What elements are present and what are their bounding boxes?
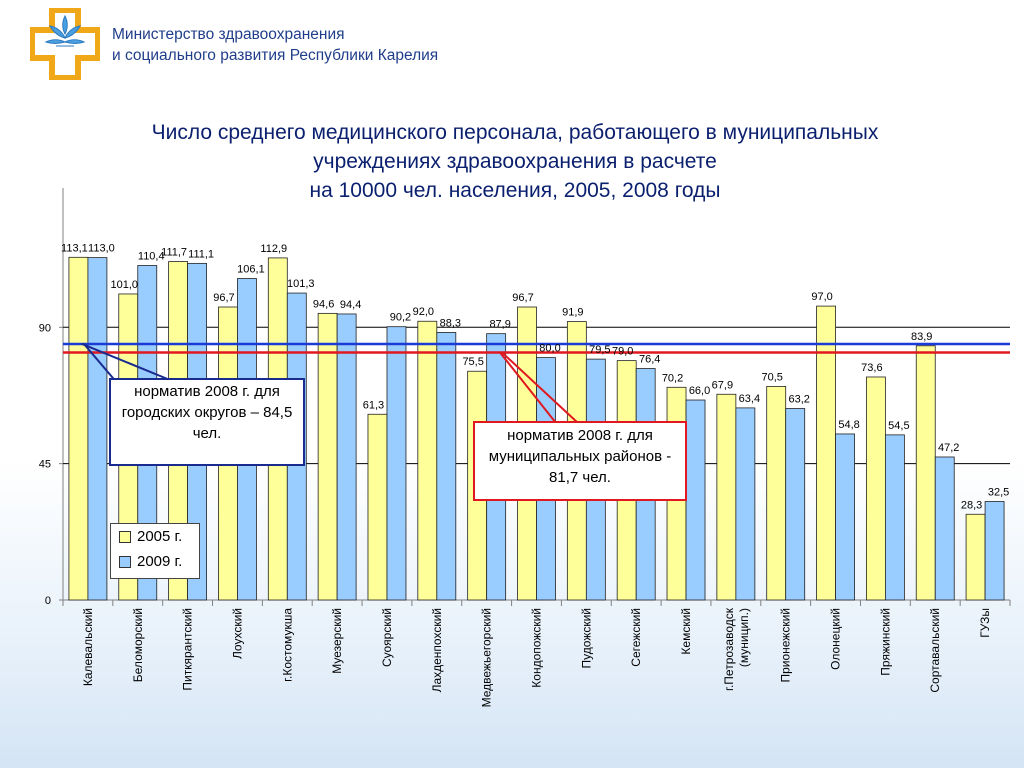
data-label-2009-9: 80,0 <box>539 342 561 355</box>
data-label-2005-9: 96,7 <box>512 291 534 304</box>
x-category-text: Кондопожский <box>529 608 544 688</box>
x-category-label-17 <box>928 608 942 693</box>
bar-2005-16 <box>866 377 885 600</box>
ministry-line-2: и социального развития Республики Карелия <box>112 47 439 64</box>
legend-swatch-2009 <box>119 556 131 568</box>
data-label-2009-4: 101,3 <box>287 278 315 291</box>
x-category-label-9 <box>530 608 544 688</box>
data-label-2009-6: 90,2 <box>389 311 412 324</box>
x-category-text: Пудожский <box>579 608 594 669</box>
x-category-label-15 <box>829 608 843 670</box>
data-label-2009-17: 47,2 <box>938 441 960 454</box>
data-label-2005-12: 70,2 <box>661 372 684 385</box>
bar-2005-17 <box>916 346 935 600</box>
data-label-2005-8: 75,5 <box>462 356 484 369</box>
x-category-label-6 <box>380 608 394 667</box>
x-category-label-13 <box>722 607 751 691</box>
x-category-text: Муезерский <box>330 608 345 674</box>
x-category-text: Олонецкий <box>828 608 843 670</box>
data-label-2005-18: 28,3 <box>960 499 983 512</box>
data-label-2009-14: 63,2 <box>788 393 810 406</box>
x-category-text: Беломорский <box>130 608 145 683</box>
data-label-2005-1: 101,0 <box>110 278 139 291</box>
x-category-text: Сортавальский <box>928 608 943 693</box>
x-category-label-1 <box>131 608 145 682</box>
data-label-2005-17: 83,9 <box>911 330 933 343</box>
legend-swatch-2005 <box>119 531 131 543</box>
legend-label-2009: 2009 г. <box>137 553 183 570</box>
data-label-2005-4: 112,9 <box>260 242 288 255</box>
bar-2009-12 <box>686 400 705 600</box>
data-label-2005-14: 70,5 <box>761 371 783 384</box>
data-label-2009-7: 88,3 <box>439 317 462 330</box>
bar-2009-13 <box>736 408 755 600</box>
data-label-2009-5: 94,4 <box>339 298 362 311</box>
x-category-label-2 <box>181 608 195 691</box>
x-category-text: Пряжинский <box>878 608 893 676</box>
data-label-2009-13: 63,4 <box>738 392 761 405</box>
legend-item-2009 <box>111 549 199 574</box>
chart-title-line-2: учреждениях здравоохранения в расчете <box>313 150 717 173</box>
x-category-text: Лахденпохский <box>429 608 444 693</box>
data-label-2005-13: 67,9 <box>711 379 734 392</box>
x-category-label-12 <box>679 608 693 655</box>
x-category-label-16 <box>878 608 892 676</box>
bar-2005-15 <box>817 306 836 600</box>
bar-2009-17 <box>935 457 954 600</box>
chart-title-line-1: Число среднего медицинского персонала, работающего в муниципальных <box>151 121 879 144</box>
data-label-2009-11: 76,4 <box>638 353 661 366</box>
data-label-2005-0: 113,1 <box>61 242 88 255</box>
data-label-2009-18: 32,5 <box>987 486 1010 499</box>
x-category-text: Калевальский <box>80 608 95 687</box>
bar-2009-15 <box>836 434 855 600</box>
data-label-2009-8: 87,9 <box>489 318 511 331</box>
city-norm-callout: норматив 2008 г. для городских округов – 84,5 чел. <box>109 378 305 466</box>
data-label-2005-11: 79,0 <box>611 345 634 358</box>
x-category-label-11 <box>629 608 643 667</box>
x-category-text: Кемский <box>679 608 694 655</box>
bar-2005-6 <box>368 414 387 600</box>
data-label-2005-5: 94,6 <box>312 298 335 311</box>
legend-item-2005 <box>111 524 199 549</box>
x-category-text: Прионежский <box>778 608 793 683</box>
y-tick-label-45: 45 <box>38 458 51 471</box>
data-label-2005-10: 91,9 <box>562 306 584 319</box>
chart-legend <box>110 523 200 579</box>
x-category-label-3 <box>230 608 244 659</box>
bar-2009-6 <box>387 327 406 600</box>
x-category-label-4 <box>280 608 294 682</box>
x-category-label-0 <box>81 608 95 686</box>
data-label-2005-15: 97,0 <box>811 291 833 304</box>
data-label-2009-3: 106,1 <box>237 263 265 276</box>
y-tick-label-0: 0 <box>44 595 51 607</box>
x-category-text: Сегежский <box>629 608 644 667</box>
bar-2009-18 <box>985 502 1004 600</box>
data-label-2009-16: 54,5 <box>888 419 910 432</box>
data-label-2009-0: 113,0 <box>88 242 115 255</box>
data-label-2009-1: 110,4 <box>137 250 165 263</box>
data-label-2005-6: 61,3 <box>362 399 385 412</box>
data-label-2009-2: 111,1 <box>188 248 215 261</box>
x-category-label-14 <box>779 608 793 683</box>
bar-2009-14 <box>786 409 805 600</box>
x-category-text: ГУЗы <box>978 608 993 638</box>
bar-2005-7 <box>418 321 437 600</box>
bar-2009-5 <box>337 314 356 600</box>
bar-2009-0 <box>88 258 107 600</box>
x-category-text: г.Петрозаводск <box>721 608 736 691</box>
bar-2005-13 <box>717 394 736 600</box>
x-category-text: (муницип.) <box>736 608 751 668</box>
x-category-text: Питкярантский <box>180 608 195 691</box>
legend-label-2005: 2005 г. <box>137 528 183 545</box>
y-tick-label-90: 90 <box>38 322 51 335</box>
data-label-2009-10: 79,5 <box>589 344 611 357</box>
data-label-2005-16: 73,6 <box>861 361 883 374</box>
x-category-label-18 <box>978 608 992 638</box>
data-label-2005-3: 96,7 <box>213 291 235 304</box>
bar-2005-5 <box>318 313 337 600</box>
x-category-label-10 <box>579 608 593 668</box>
bar-2009-7 <box>437 332 456 600</box>
x-category-label-5 <box>330 608 344 674</box>
x-category-label-8 <box>480 608 494 707</box>
data-label-2005-2: 111,7 <box>161 246 188 259</box>
bar-2005-14 <box>767 386 786 600</box>
ministry-line-1: Министерство здравоохранения <box>112 26 345 43</box>
x-category-label-7 <box>430 608 444 692</box>
bar-2009-16 <box>885 435 904 600</box>
x-category-text: Суоярский <box>379 608 394 668</box>
x-category-text: Лоухский <box>230 608 245 659</box>
data-label-2005-7: 92,0 <box>412 306 435 319</box>
district-norm-callout: норматив 2008 г. для муниципальных районов - 81,7 чел. <box>473 421 687 501</box>
data-label-2009-15: 54,8 <box>838 418 860 431</box>
x-category-text: г.Костомукша <box>280 608 295 682</box>
x-category-text: Медвежьегорский <box>479 608 494 708</box>
bar-2005-0 <box>69 257 88 600</box>
data-label-2009-12: 66,0 <box>688 385 711 398</box>
bar-2005-18 <box>966 514 985 600</box>
chart-title-line-3: на 10000 чел. населения, 2005, 2008 годы <box>309 179 721 202</box>
